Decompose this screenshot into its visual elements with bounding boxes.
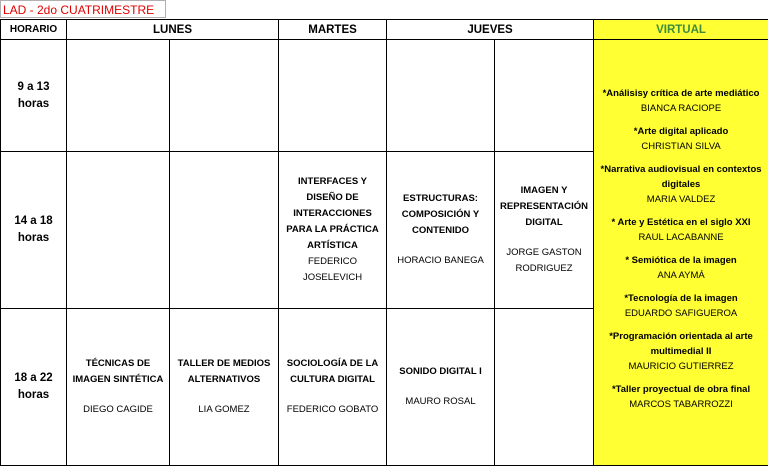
virtual-course-name: *Programación orientada al arte multimedial II bbox=[609, 330, 753, 357]
virtual-course-name: *Tecnología de la imagen bbox=[624, 292, 738, 304]
virtual-course-item bbox=[596, 86, 766, 116]
teacher-name: LIA GOMEZ bbox=[198, 404, 250, 415]
course-cell bbox=[495, 152, 594, 309]
virtual-course-item bbox=[596, 329, 766, 374]
hour-label: 9 a 13 horas bbox=[17, 80, 50, 110]
course-cell bbox=[387, 309, 495, 466]
hour-cell bbox=[1, 309, 67, 466]
virtual-course-item bbox=[596, 215, 766, 245]
virtual-course-name: *Narrativa audiovisual en contextos digitales bbox=[600, 163, 762, 190]
virtual-column bbox=[594, 40, 768, 466]
teacher-name: MAURO ROSAL bbox=[405, 396, 476, 407]
virtual-course-item bbox=[596, 124, 766, 154]
course-cell bbox=[67, 309, 170, 466]
virtual-teacher-name: RAUL LACABANNE bbox=[638, 231, 724, 243]
course-name: ESTRUCTURAS: COMPOSICIÓN Y CONTENIDO bbox=[401, 193, 480, 236]
empty-cell bbox=[387, 40, 495, 152]
virtual-teacher-name: MARCOS TABARROZZI bbox=[629, 398, 733, 410]
virtual-teacher-name: EDUARDO SAFIGUEROA bbox=[624, 307, 738, 319]
teacher-name: FEDERICO GOBATO bbox=[286, 404, 379, 415]
course-name: SONIDO DIGITAL I bbox=[399, 366, 482, 377]
virtual-course-list bbox=[596, 86, 766, 412]
sheet-title: LAD - 2do CUATRIMESTRE bbox=[0, 0, 166, 18]
teacher-name: JORGE GASTON RODRIGUEZ bbox=[506, 247, 582, 274]
schedule-table bbox=[0, 19, 768, 466]
course-cell bbox=[279, 309, 387, 466]
course-cell bbox=[387, 152, 495, 309]
virtual-course-name: *Taller proyectual de obra final bbox=[611, 383, 751, 395]
virtual-course-name: * Semiótica de la imagen bbox=[625, 254, 737, 266]
hour-cell bbox=[1, 152, 67, 309]
virtual-course-item bbox=[596, 291, 766, 321]
empty-cell bbox=[67, 40, 170, 152]
empty-cell bbox=[495, 40, 594, 152]
virtual-course-item bbox=[596, 382, 766, 412]
virtual-course-name: *Arte digital aplicado bbox=[633, 125, 729, 137]
teacher-name: FEDERICO JOSELEVICH bbox=[302, 256, 363, 283]
hour-label: 18 a 22 horas bbox=[14, 372, 53, 401]
course-name: SOCIOLOGÍA DE LA CULTURA DIGITAL bbox=[286, 358, 379, 385]
virtual-course-item bbox=[596, 253, 766, 283]
teacher-name: DIEGO CAGIDE bbox=[83, 404, 153, 415]
course-name: IMAGEN Y REPRESENTACIÓN DIGITAL bbox=[500, 185, 589, 228]
virtual-course-name: * Arte y Estética en el siglo XXI bbox=[611, 216, 751, 228]
empty-cell bbox=[279, 40, 387, 152]
empty-cell bbox=[170, 40, 279, 152]
course-name: TALLER DE MEDIOS ALTERNATIVOS bbox=[177, 358, 271, 385]
virtual-teacher-name: CHRISTIAN SILVA bbox=[641, 140, 721, 152]
header-lunes: LUNES bbox=[67, 20, 279, 40]
course-name: INTERFACES Y DISEÑO DE INTERACCIONES PARA LA PRÁCTICA ARTÍSTICA bbox=[286, 176, 379, 251]
course-name: TÉCNICAS DE IMAGEN SINTÉTICA bbox=[72, 358, 164, 385]
virtual-teacher-name: BIANCA RACIOPE bbox=[640, 102, 722, 114]
header-martes: MARTES bbox=[279, 20, 387, 40]
course-cell bbox=[279, 152, 387, 309]
virtual-teacher-name: ANA AYMÁ bbox=[657, 269, 705, 281]
virtual-course-name: *Análisisy crítica de arte mediático bbox=[602, 87, 760, 99]
header-jueves: JUEVES bbox=[387, 20, 594, 40]
empty-cell bbox=[170, 152, 279, 309]
virtual-teacher-name: MAURICIO GUTIERREZ bbox=[628, 360, 734, 372]
virtual-teacher-name: MARIA VALDEZ bbox=[646, 193, 716, 205]
header-horario: HORARIO bbox=[1, 20, 67, 40]
virtual-course-item bbox=[596, 162, 766, 207]
header-virtual: VIRTUAL bbox=[594, 20, 768, 40]
teacher-name: HORACIO BANEGA bbox=[397, 255, 484, 266]
empty-cell bbox=[67, 152, 170, 309]
course-cell bbox=[170, 309, 279, 466]
hour-cell bbox=[1, 40, 67, 152]
hour-label: 14 a 18 horas bbox=[14, 215, 53, 244]
empty-cell bbox=[495, 309, 594, 466]
